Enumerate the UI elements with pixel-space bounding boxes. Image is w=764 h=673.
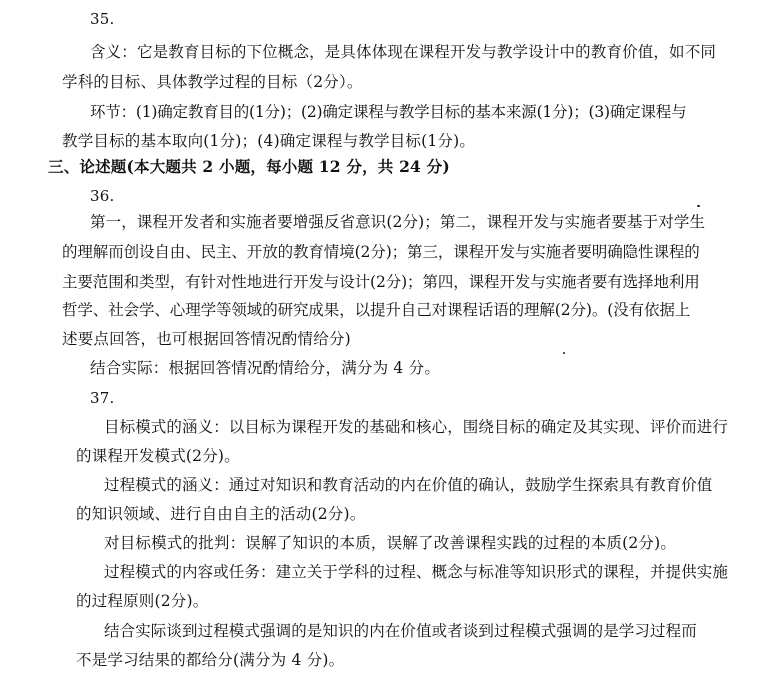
q36-p1-line2: 的理解而创设自由、民主、开放的教育情境(2分)；第三，课程开发与实施者要明确隐性课程的 (62, 243, 700, 261)
q37-p4-line1: 过程模式的内容或任务：建立关于学科的过程、概念与标准等知识形式的课程，并提供实施 (104, 563, 729, 581)
q36-p1-line3: 主要范围和类型，有针对性地进行开发与设计(2分)；第四，课程开发与实施者要有选择地利用 (62, 273, 700, 291)
q37-p1-line2: 的课程开发模式(2分)。 (76, 447, 240, 465)
q36-p1-line5: 述要点回答，也可根据回答情况酌情给分) (62, 330, 351, 348)
scan-speck (563, 352, 565, 354)
q35-steps-line1: 环节：(1)确定教育目的(1分)；(2)确定课程与教学目标的基本来源(1分)；(3)确定课程与 (90, 103, 687, 121)
q37-p2-line1: 过程模式的涵义：通过对知识和教育活动的内在价值的确认，鼓励学生探索具有教育价值 (104, 476, 713, 494)
q35-steps-line2: 教学目标的基本取向(1分)；(4)确定课程与教学目标(1分)。 (62, 132, 476, 150)
q37-p1-line1: 目标模式的涵义：以目标为课程开发的基础和核心，围绕目标的确定及其实现、评价而进行 (104, 418, 729, 436)
q35-meaning-line2: 学科的目标、具体教学过程的目标（2分）。 (62, 73, 363, 91)
q35-meaning-line1: 含义：它是教育目标的下位概念，是具体体现在课程开发与教学设计中的教育价值，如不同 (90, 43, 717, 61)
q37-p5-line1: 结合实际谈到过程模式强调的是知识的内在价值或者谈到过程模式强调的是学习过程而 (104, 622, 697, 640)
section-heading-essay: 三、论述题(本大题共 2 小题，每小题 12 分，共 24 分) (48, 157, 450, 176)
scan-speck (697, 205, 700, 207)
q36-number: 36. (90, 187, 115, 205)
q37-p3-line1: 对目标模式的批判：误解了知识的本质，误解了改善课程实践的过程的本质(2分)。 (104, 534, 677, 552)
q35-number: 35. (90, 10, 115, 28)
q36-p1-line1: 第一，课程开发者和实施者要增强反省意识(2分)；第二，课程开发与实施者要基于对学生 (90, 213, 706, 231)
q36-p2-line1: 结合实际：根据回答情况酌情给分，满分为 4 分。 (90, 359, 441, 377)
q37-p5-line2: 不是学习结果的都给分(满分为 4 分)。 (76, 651, 345, 669)
q37-p2-line2: 的知识领域、进行自由自主的活动(2分)。 (76, 505, 366, 523)
q37-number: 37. (90, 389, 115, 407)
q36-p1-line4: 哲学、社会学、心理学等领域的研究成果，以提升自己对课程话语的理解(2分)。(没有依据上 (62, 301, 691, 319)
q37-p4-line2: 的过程原则(2分)。 (76, 592, 209, 610)
